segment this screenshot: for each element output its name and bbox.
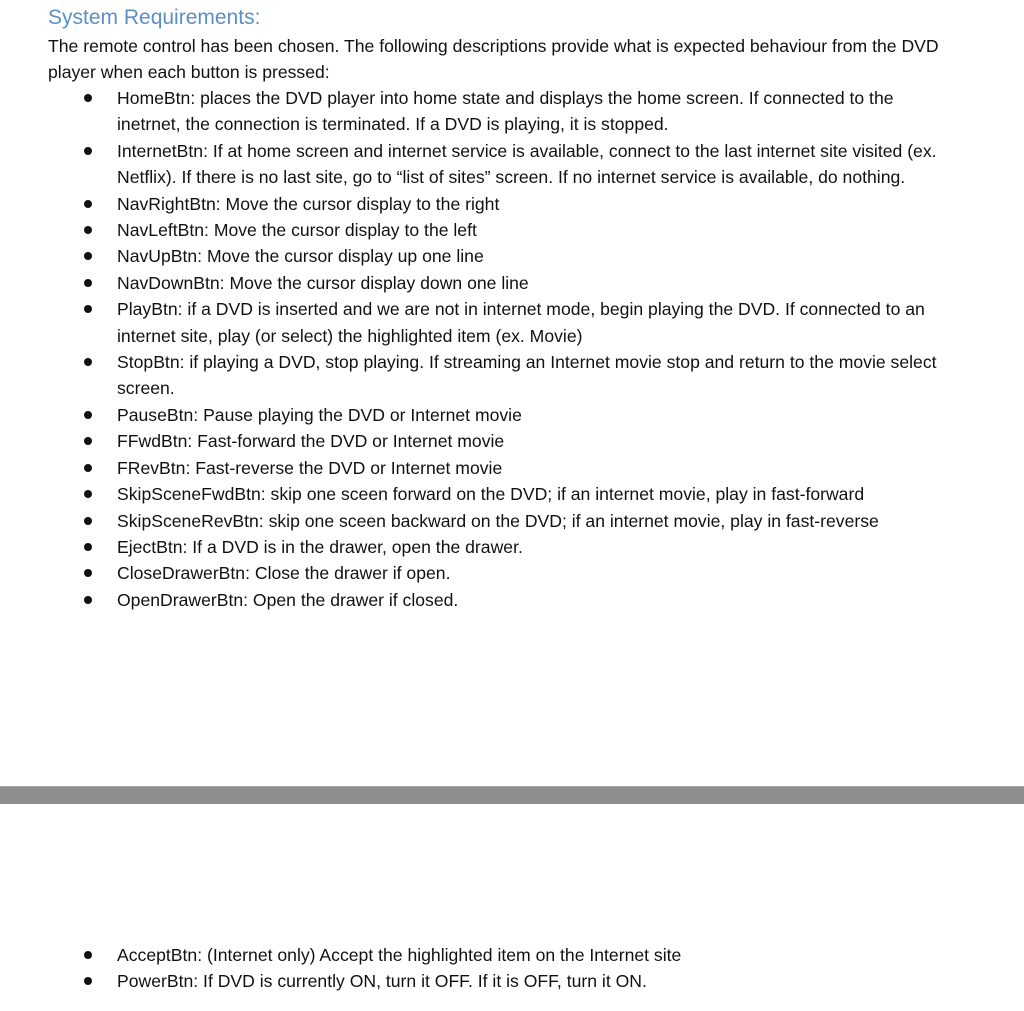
list-item [0,481,947,507]
list-item-text: EjectBtn: If a DVD is in the drawer, open the drawer. [117,536,523,557]
bullet-icon [84,147,92,155]
list-item [0,455,947,481]
list-item-text: NavLeftBtn: Move the cursor display to the left [117,220,477,241]
list-item-text: OpenDrawerBtn: Open the drawer if closed. [117,589,459,610]
list-item-text: PowerBtn: If DVD is currently ON, turn it OFF. If it is OFF, turn it ON. [117,971,647,992]
bullet-icon [84,358,92,366]
list-item-text: SkipSceneFwdBtn: skip one sceen forward on the DVD; if an internet movie, play in fast-forward [117,484,865,505]
bullet-icon [84,411,92,419]
bullet-icon [84,305,92,313]
list-item-text: NavDownBtn: Move the cursor display down one line [117,272,529,293]
bullet-icon [84,977,92,985]
bullet-icon [84,279,92,287]
bullet-icon [84,252,92,260]
list-item-text: SkipSceneRevBtn: skip one sceen backward on the DVD; if an internet movie, play in fast-reverse [117,510,879,531]
list-item-text: HomeBtn: places the DVD player into home state and displays the home screen. If connected to the inetrnet, the connection is terminated. If a DVD is playing, it is stopped. [117,88,894,135]
list-item [0,85,947,138]
list-item-text: FFwdBtn: Fast-forward the DVD or Internet movie [117,431,505,452]
list-item-text: PlayBtn: if a DVD is inserted and we are not in internet mode, begin playing the DVD. If connected to an internet site, play (or select) the highlighted item (ex. Movie) [117,299,925,346]
list-item [0,534,947,560]
list-item-text: StopBtn: if playing a DVD, stop playing. If streaming an Internet movie stop and return to the movie select screen. [117,352,937,399]
bullet-icon [84,596,92,604]
bullet-icon [84,464,92,472]
list-item [0,138,947,191]
list-item [0,968,947,994]
list-item [0,243,947,269]
bullet-icon [84,569,92,577]
list-item [0,349,947,402]
bullet-icon [84,200,92,208]
bullet-icon [84,94,92,102]
bullet-icon [84,517,92,525]
list-item-text: AcceptBtn: (Internet only) Accept the highlighted item on the Internet site [117,945,682,965]
list-item [0,191,947,217]
bullet-icon [84,951,92,959]
page-break-divider [0,786,1024,804]
requirements-list-continued [0,942,1024,995]
list-item [0,428,947,454]
list-item [0,508,947,534]
bullet-icon [84,543,92,551]
list-item-text: NavRightBtn: Move the cursor display to the right [117,193,500,214]
list-item [0,560,947,586]
list-item [0,942,947,968]
list-item [0,402,947,428]
list-item [0,217,947,243]
bullet-icon [84,437,92,445]
requirements-list [0,85,1024,613]
bullet-icon [84,490,92,498]
list-item-text: FRevBtn: Fast-reverse the DVD or Internet movie [117,457,503,478]
list-item [0,270,947,296]
list-item-text: PauseBtn: Pause playing the DVD or Internet movie [117,404,522,425]
list-item-text: InternetBtn: If at home screen and internet service is available, connect to the last internet site visited (ex. Netflix). If there is no last site, go to “list of sites” screen. If no internet service is available, do nothing. [117,140,937,188]
section-heading: System Requirements: [48,6,261,29]
list-item [0,296,947,349]
list-item-text: NavUpBtn: Move the cursor display up one line [117,246,484,267]
bullet-icon [84,226,92,234]
intro-paragraph: The remote control has been chosen. The following descriptions provide what is expected behaviour from the DVD player when each button is pressed: [48,36,939,82]
list-item-text: CloseDrawerBtn: Close the drawer if open. [117,563,451,584]
list-item [0,587,947,613]
